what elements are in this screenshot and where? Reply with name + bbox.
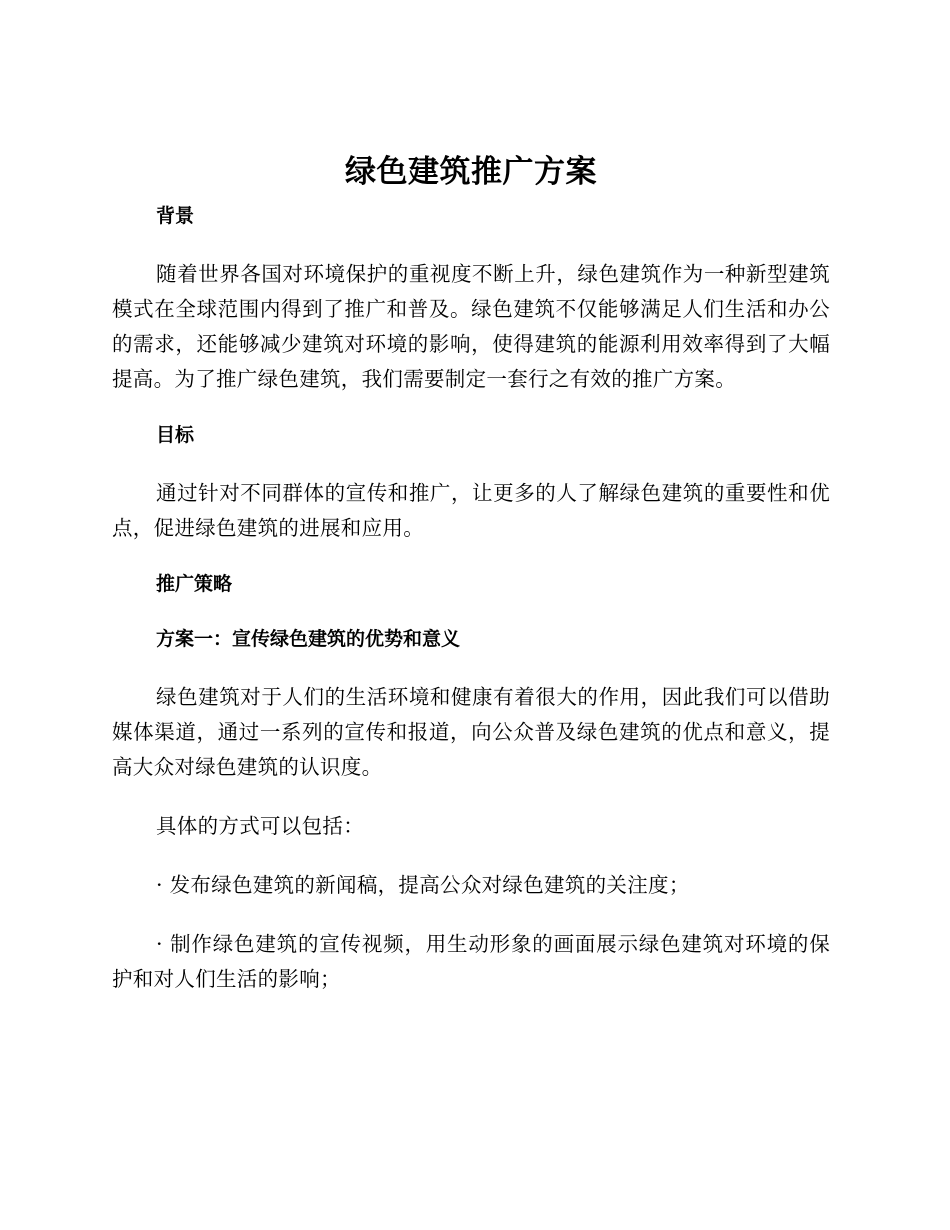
paragraph-background: 随着世界各国对环境保护的重视度不断上升，绿色建筑作为一种新型建筑模式在全球范围内得到了推广和普及。绿色建筑不仅能够满足人们生活和办公的需求，还能够减少建筑对环境的影响，使得建筑的能源利用效率得到了大幅提高。为了推广绿色建筑，我们需要制定一套行之有效的推广方案。 (112, 262, 830, 391)
spacer (112, 844, 830, 868)
section-heading-strategy: 推广策略 (156, 573, 233, 595)
spacer (112, 598, 830, 625)
document-body (112, 150, 830, 997)
paragraph-goal: 通过针对不同群体的宣传和推广，让更多的人了解绿色建筑的重要性和优点，促进绿色建筑的进展和应用。 (112, 481, 830, 540)
spacer (112, 903, 830, 927)
list-item-method-one: · 发布绿色建筑的新闻稿，提高公众对绿色建筑的关注度； (156, 873, 690, 897)
spacer (112, 785, 830, 809)
document-title: 绿色建筑推广方案 (345, 154, 597, 190)
spacer (112, 653, 830, 680)
spacer (112, 546, 830, 570)
section-heading-background: 背景 (156, 205, 195, 227)
spacer (112, 397, 830, 421)
section-heading-goal: 目标 (156, 424, 195, 446)
spacer (112, 230, 830, 257)
spacer (112, 449, 830, 476)
section-heading-plan-one: 方案一：宣传绿色建筑的优势和意义 (156, 628, 461, 650)
paragraph-methods-intro: 具体的方式可以包括： (156, 814, 364, 838)
paragraph-plan-one: 绿色建筑对于人们的生活环境和健康有着很大的作用，因此我们可以借助媒体渠道，通过一系列的宣传和报道，向公众普及绿色建筑的优点和意义，提高大众对绿色建筑的认识度。 (112, 685, 830, 779)
list-item-method-two: · 制作绿色建筑的宣传视频，用生动形象的画面展示绿色建筑对环境的保护和对人们生活的影响； (112, 932, 830, 991)
